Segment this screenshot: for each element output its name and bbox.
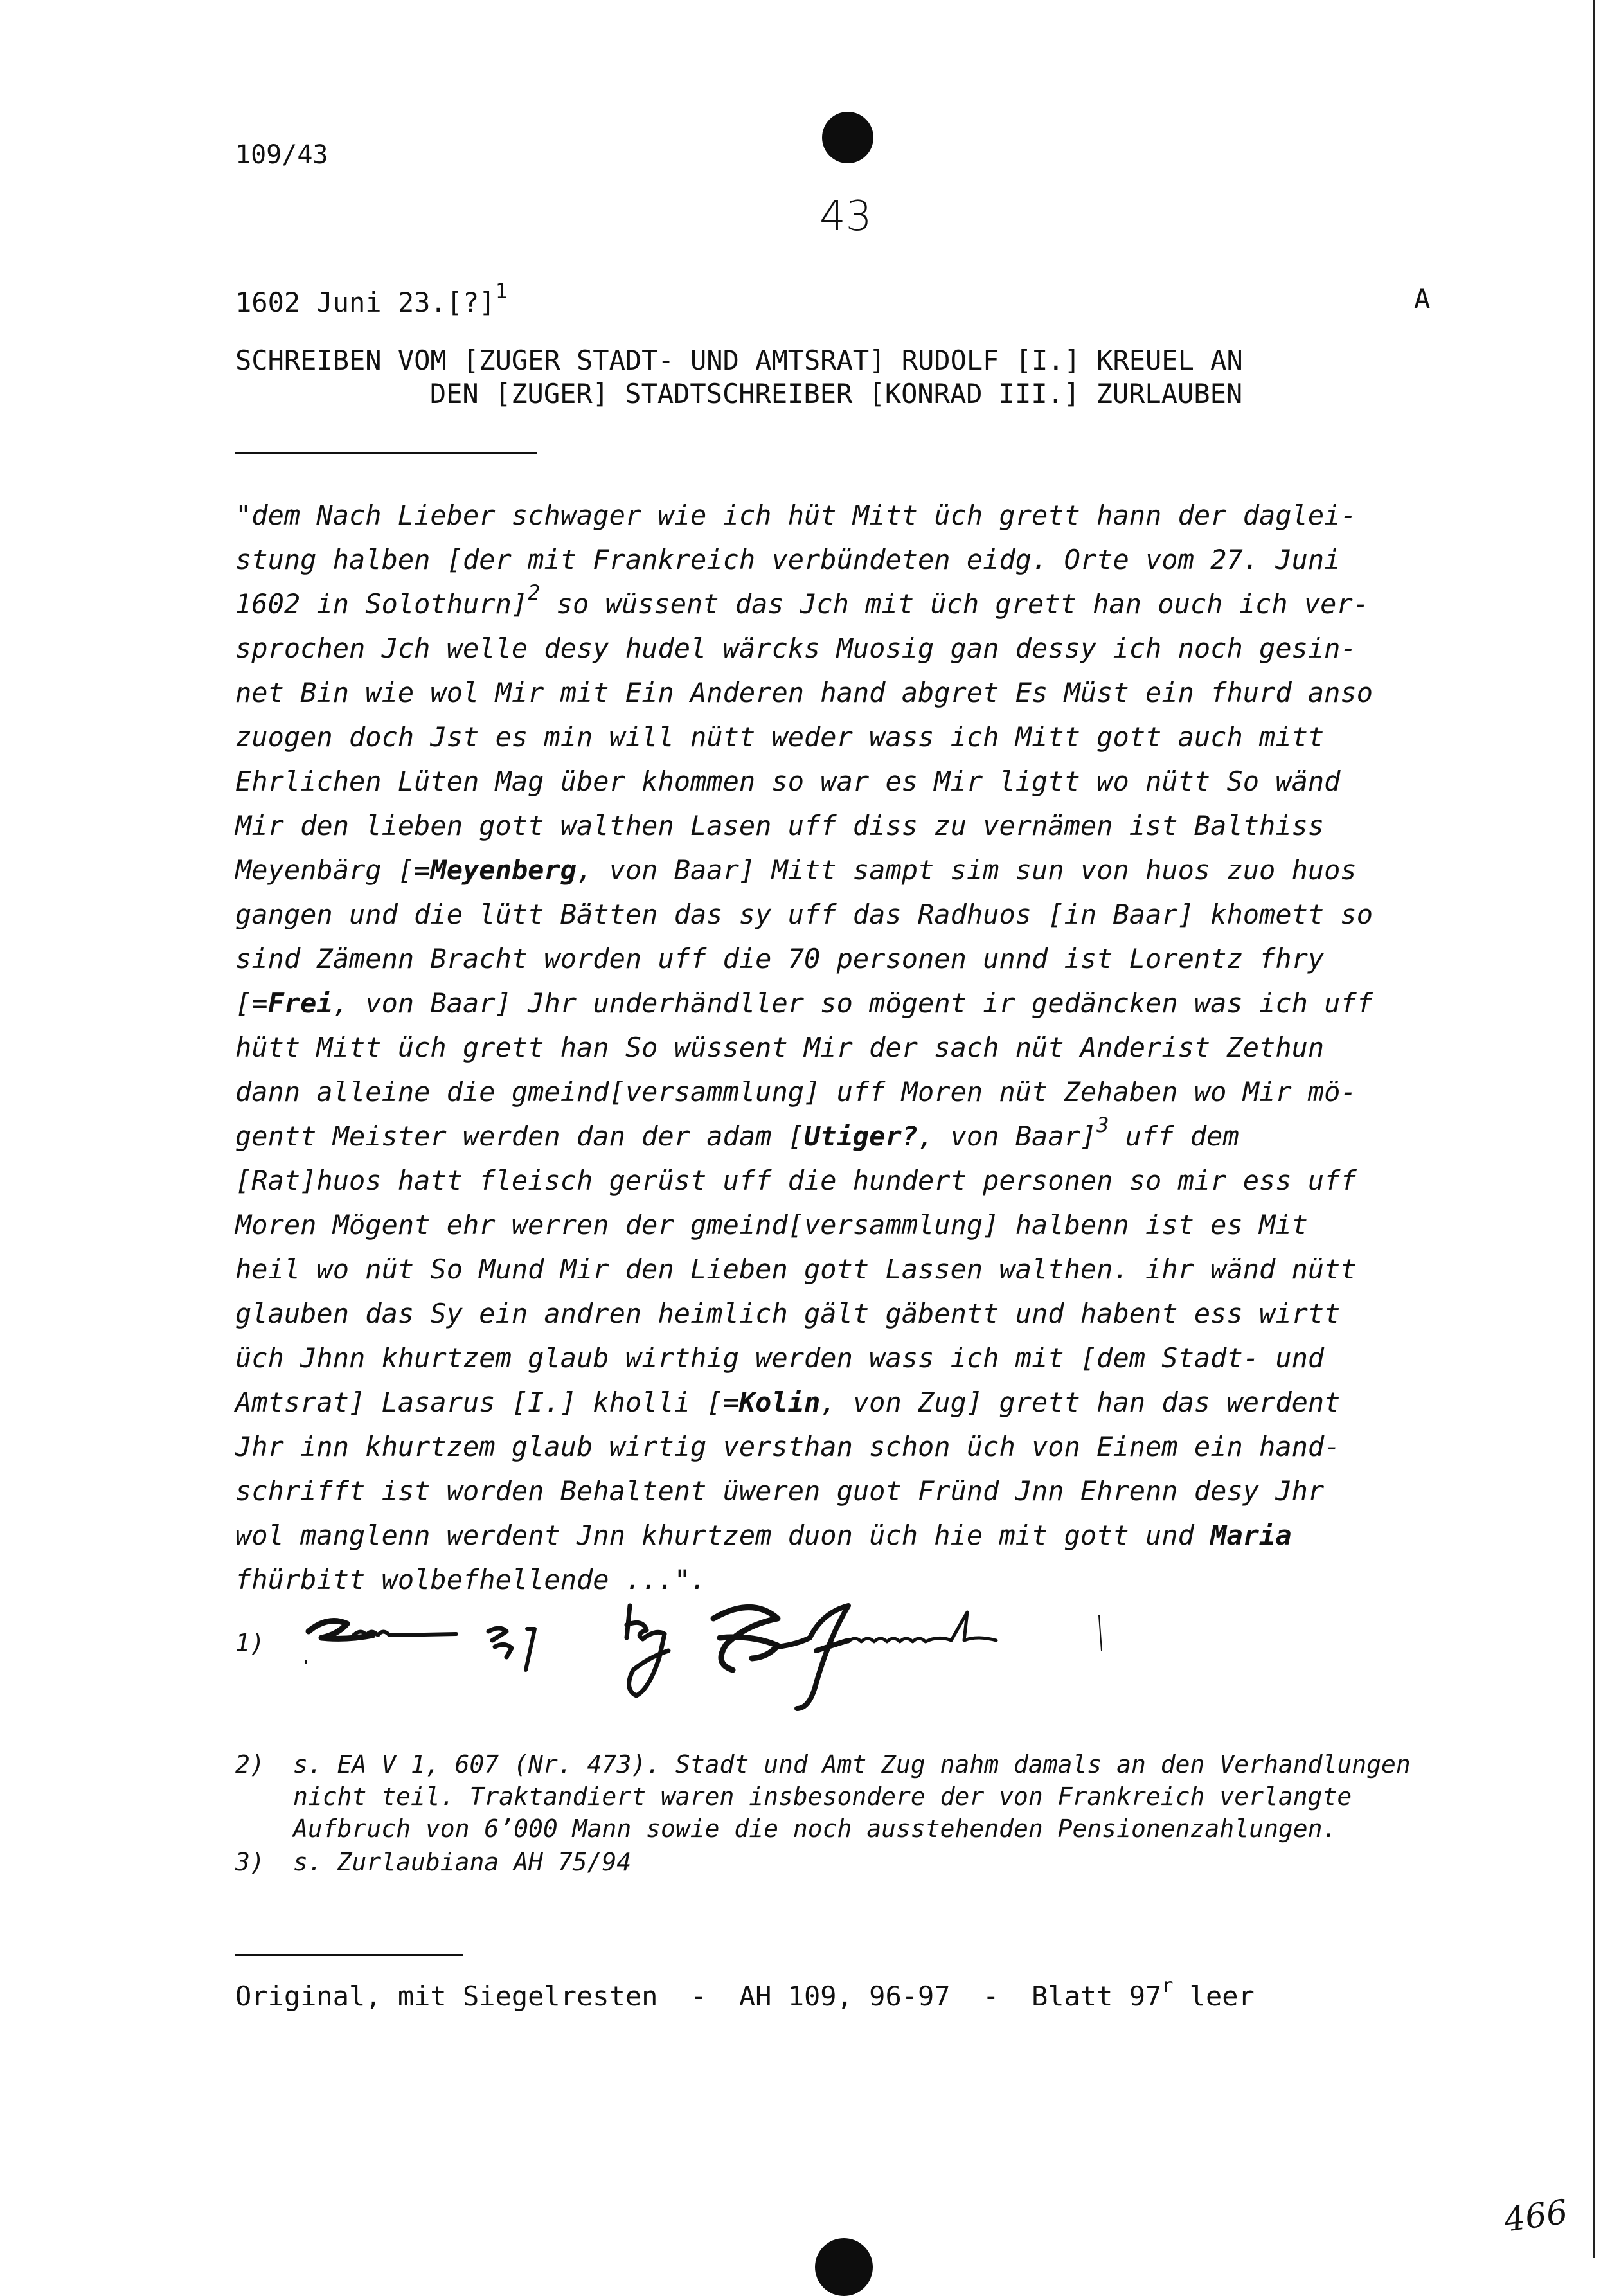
- date-line: [235, 279, 508, 318]
- text-line: gangen und die lütt Bätten das sy uff das Radhuos [in Baar] khomett so: [235, 899, 1373, 930]
- text-line: schrifft ist worden Behaltent üweren guot Fründ Jnn Ehrenn desy Jhr: [235, 1475, 1325, 1507]
- text-segment: , von Baar] Jhr underhändller so mögent ir gedäncken was ich uff: [332, 987, 1373, 1019]
- text-segment: gentt Meister werden dan der adam [: [235, 1120, 805, 1152]
- footnote-2-text: s. EA V 1, 607 (Nr. 473). Stadt und Amt Zug nahm damals an den Verhandlungen nicht teil. Traktandiert waren insbesondere der von Frankreich verlangte Aufbruch von 6’000 Mann sowie die noch ausstehenden Pensionenzahlungen.: [293, 1750, 1411, 1843]
- footnote-1-marker: 1): [235, 1629, 265, 1657]
- text-segment: so wüssent das Jch mit üch grett han ouch ich ver-: [540, 588, 1370, 620]
- text-line: dann alleine die gmeind[versammlung] uff Moren nüt Zehaben wo Mir mö-: [235, 1076, 1357, 1108]
- script-stroke: [353, 1632, 456, 1636]
- text-line: [235, 1114, 1456, 1158]
- text-line: Jhr inn khurtzem glaub wirtig versthan schon üch von Einem ein hand-: [235, 1431, 1341, 1462]
- text-line: zuogen doch Jst es min will nütt weder wass ich Mitt gott auch mitt: [235, 721, 1325, 753]
- text-line: glauben das Sy ein andren heimlich gält gäbentt und habent ess wirtt: [235, 1298, 1341, 1329]
- script-stroke: [627, 1606, 668, 1696]
- page-edge-line: [1593, 0, 1595, 2258]
- text-segment: [=: [235, 987, 268, 1019]
- text-line: Moren Mögent ehr werren der gmeind[versammlung] halbenn ist es Mit: [235, 1209, 1308, 1241]
- footnote-2-marker: 2): [235, 1750, 265, 1779]
- document-id: 109/43: [235, 140, 328, 170]
- text-line: Ehrlichen Lüten Mag über khommen so war es Mir ligtt wo nütt So wänd: [235, 766, 1341, 797]
- source-superscript: r: [1161, 1975, 1174, 1997]
- text-line: [235, 981, 1456, 1025]
- footnote-ref-2: 2: [528, 580, 541, 605]
- punch-hole-bottom: [815, 2238, 873, 2296]
- script-stroke: [848, 1612, 996, 1642]
- script-stroke: [488, 1628, 512, 1657]
- title-line-1: SCHREIBEN VOM [ZUGER STADT- UND AMTSRAT] RUDOLF [I.] KREUEL AN: [235, 345, 1243, 376]
- document-class: A: [1414, 283, 1431, 314]
- text-line: sind Zämenn Bracht worden uff die 70 personen unnd ist Lorentz fhry: [235, 943, 1325, 974]
- bold-name: Meyenberg: [430, 854, 577, 886]
- punch-hole-top: [822, 112, 873, 163]
- script-stroke: [778, 1606, 848, 1709]
- text-line: net Bin wie wol Mir mit Ein Anderen hand abgret Es Müst ein fhurd anso: [235, 677, 1373, 708]
- text-line: üch Jhnn khurtzem glaub wirthig werden wass ich mit [dem Stadt- und: [235, 1342, 1325, 1374]
- footnote-3: [235, 1846, 1456, 1878]
- footnote-2: [235, 1748, 1456, 1845]
- bold-name: Frei: [267, 987, 333, 1019]
- text-line: [235, 582, 1456, 626]
- text-line: heil wo nüt So Mund Mir den Lieben gott Lassen walthen. ihr wänd nütt: [235, 1253, 1357, 1285]
- source-tail: leer: [1173, 1980, 1255, 2012]
- title-line-2: DEN [ZUGER] STADTSCHREIBER [KONRAD III.] ZURLAUBEN: [429, 378, 1243, 409]
- footnote-ref-1: 1: [495, 279, 508, 303]
- handwritten-date-image: [302, 1599, 1112, 1715]
- text-segment: , von Baar]: [918, 1120, 1097, 1152]
- footnotes: [235, 1748, 1456, 1878]
- footnote-3-marker: 3): [235, 1848, 265, 1876]
- handwritten-page-number: 466: [1501, 2193, 1570, 2240]
- bold-name: Maria: [1210, 1520, 1292, 1551]
- footnote-ref-3: 3: [1096, 1113, 1109, 1137]
- title-rule: [235, 452, 537, 454]
- script-stroke: [713, 1608, 778, 1671]
- text-segment: , von Baar] Mitt sampt sim sun von huos zuo huos: [577, 854, 1357, 886]
- text-line: hütt Mitt üch grett han So wüssent Mir der sach nüt Anderist Zethun: [235, 1032, 1325, 1063]
- script-stroke: [309, 1621, 373, 1639]
- text-line: stung halben [der mit Frankreich verbündeten eidg. Orte vom 27. Juni: [235, 544, 1341, 575]
- text-segment: 1602 in Solothurn]: [235, 588, 528, 620]
- text-segment: Meyenbärg [=: [235, 854, 431, 886]
- script-stroke: [526, 1629, 535, 1670]
- text-segment: uff dem: [1109, 1120, 1239, 1152]
- text-segment: Amtsrat] Lasarus [I.] kholli [=: [235, 1386, 739, 1418]
- source-rule: [235, 1954, 463, 1956]
- date-text: 1602 Juni 23.[?]: [235, 287, 496, 318]
- text-segment: , von Zug] grett han das werdent: [820, 1386, 1341, 1418]
- text-line: [235, 848, 1456, 892]
- text-line: "dem Nach Lieber schwager wie ich hüt Mitt üch grett hann der daglei-: [235, 499, 1357, 531]
- text-segment: wol manglenn werdent Jnn khurtzem duon üch hie mit gott und: [235, 1520, 1211, 1551]
- bold-name: Kolin: [738, 1386, 821, 1418]
- bold-name: Utiger?: [804, 1120, 918, 1152]
- text-line: [235, 1513, 1456, 1557]
- text-line: Mir den lieben gott walthen Lasen uff diss zu vernämen ist Balthiss: [235, 810, 1325, 841]
- source-note: [235, 1975, 1255, 2012]
- text-line: [Rat]huos hatt fleisch gerüst uff die hundert personen so mir ess uff: [235, 1165, 1357, 1196]
- handwritten-number: 43: [819, 193, 872, 240]
- text-line: [235, 1380, 1456, 1424]
- text-line: fhürbitt wolbefhellende ...".: [235, 1564, 707, 1595]
- footnote-3-text: s. Zurlaubiana AH 75/94: [293, 1848, 632, 1876]
- letter-transcription: [235, 493, 1456, 1602]
- text-line: sprochen Jch welle desy hudel wärcks Muosig gan dessy ich noch gesin-: [235, 632, 1357, 664]
- source-text: Original, mit Siegelresten - AH 109, 96-97 - Blatt 97: [235, 1980, 1162, 2012]
